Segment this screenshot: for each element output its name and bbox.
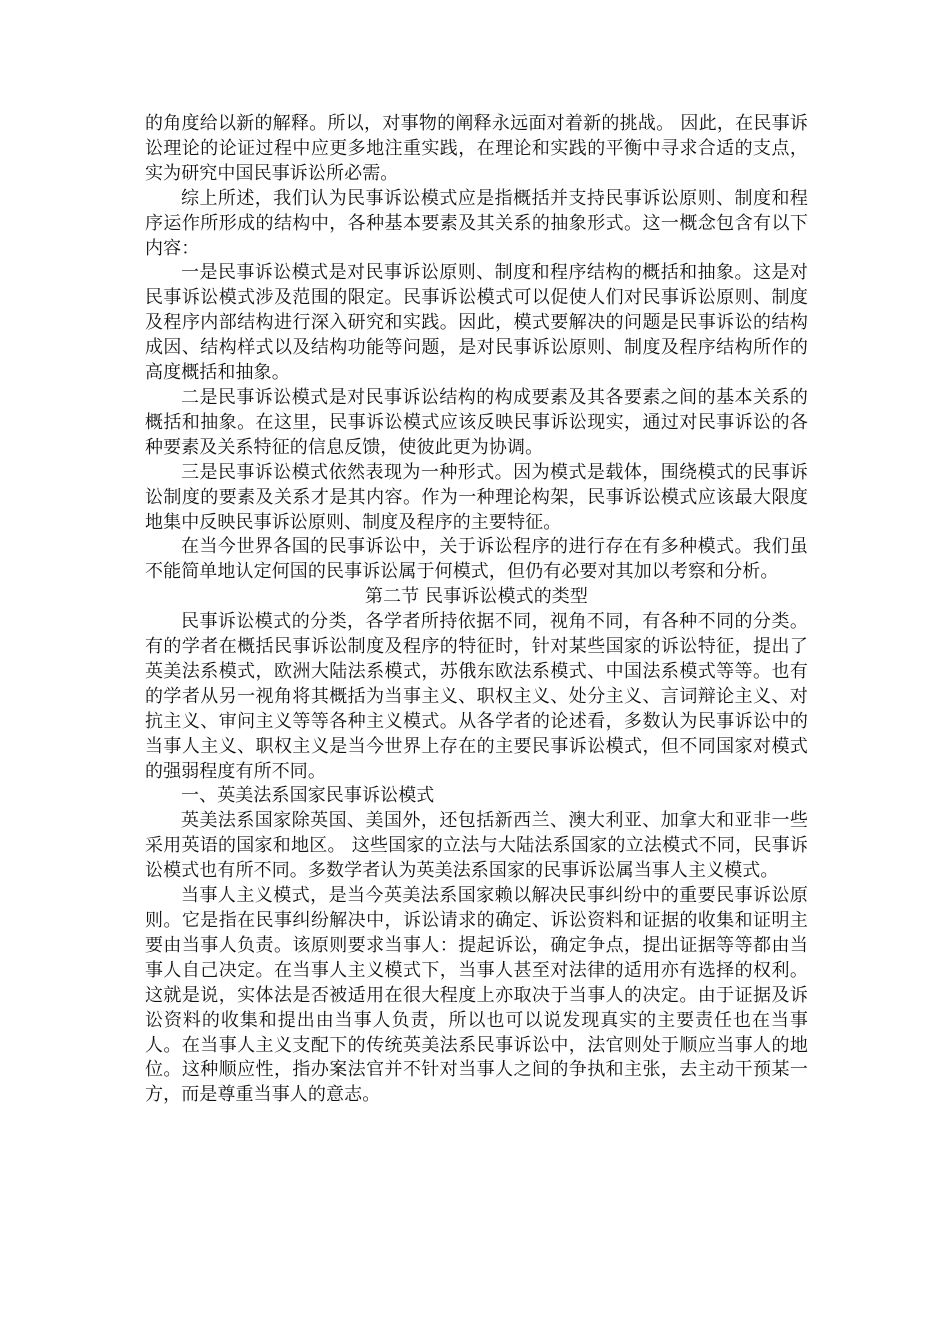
paragraph: 的角度给以新的解释。所以，对事物的阐释永远面对着新的挑战。 因此，在民事诉讼理论的论证过程中应更多地注重实践，在理论和实践的平衡中寻求合适的支点，实为研究中国民事诉讼所必需。	[145, 113, 808, 184]
paragraph: 三是民事诉讼模式依然表现为一种形式。因为模式是载体，围绕模式的民事诉讼制度的要素及关系才是其内容。作为一种理论构架，民事诉讼模式应该最大限度地集中反映民事诉讼原则、制度及程序的主要特征。	[145, 461, 808, 533]
paragraph: 当事人主义模式，是当今英美法系国家赖以解决民事纠纷中的重要民事诉讼原则。它是指在民事纠纷解决中，诉讼请求的确定、诉讼资料和证据的收集和证明主要由当事人负责。该原则要求当事人：提起诉讼，确定争点，提出证据等等都由当事人自己决定。在当事人主义模式下，当事人甚至对法律的适用亦有选择的权利。这就是说，实体法是否被适用在很大程度上亦取决于当事人的决定。由于证据及诉讼资料的收集和提出由当事人负责，所以也可以说发现真实的主要责任也在当事人。在当事人主义支配下的传统英美法系民事诉讼中，法官则处于顺应当事人的地位。这种顺应性，指办案法官并不针对当事人之间的争执和主张，去主动干预某一方，而是尊重当事人的意志。	[145, 885, 808, 1106]
document-page	[145, 112, 808, 1108]
paragraph: 一是民事诉讼模式是对民事诉讼原则、制度和程序结构的概括和抽象。这是对民事诉讼模式涉及范围的限定。民事诉讼模式可以促使人们对民事诉讼原则、制度及程序内部结构进行深入研究和实践。因此，模式要解决的问题是民事诉讼的结构成因、结构样式以及结构功能等问题，是对民事诉讼原则、制度及程序结构所作的高度概括和抽象。	[145, 262, 808, 384]
paragraph: 二是民事诉讼模式是对民事诉讼结构的构成要素及其各要素之间的基本关系的概括和抽象。在这里，民事诉讼模式应该反映民事诉讼现实，通过对民事诉讼的各种要素及关系特征的信息反馈，使彼此更为协调。	[145, 386, 808, 458]
paragraph: 在当今世界各国的民事诉讼中，关于诉讼程序的进行存在有多种模式。我们虽不能简单地认定何国的民事诉讼属于何模式，但仍有必要对其加以考察和分析。	[145, 536, 808, 583]
paragraphs-before	[145, 112, 808, 585]
paragraphs-after	[145, 610, 808, 1108]
paragraph: 综上所述，我们认为民事诉讼模式应是指概括并支持民事诉讼原则、制度和程序运作所形成的结构中，各种基本要素及其关系的抽象形式。这一概念包含有以下内容：	[145, 187, 808, 259]
subsection-heading: 一、英美法系国家民事诉讼模式	[181, 785, 435, 807]
paragraph: 民事诉讼模式的分类，各学者所持依据不同，视角不同，有各种不同的分类。有的学者在概括民事诉讼制度及程序的特征时，针对某些国家的诉讼特征，提出了英美法系模式，欧洲大陆法系模式，苏俄东欧法系模式、中国法系模式等等。也有的学者从另一视角将其概括为当事主义、职权主义、处分主义、言词辩论主义、对抗主义、审问主义等等各种主义模式。从各学者的论述看，多数认为民事诉讼中的当事人主义、职权主义是当今世界上存在的主要民事诉讼模式，但不同国家对模式的强弱程度有所不同。	[145, 611, 808, 782]
paragraph: 英美法系国家除英国、美国外，还包括新西兰、澳大利亚、加拿大和亚非一些采用英语的国家和地区。 这些国家的立法与大陆法系国家的立法模式不同，民事诉讼模式也有所不同。多数学者认为英美法系国家的民事诉讼属当事人主义模式。	[145, 810, 808, 882]
section-title: 第二节 民事诉讼模式的类型	[364, 586, 589, 608]
